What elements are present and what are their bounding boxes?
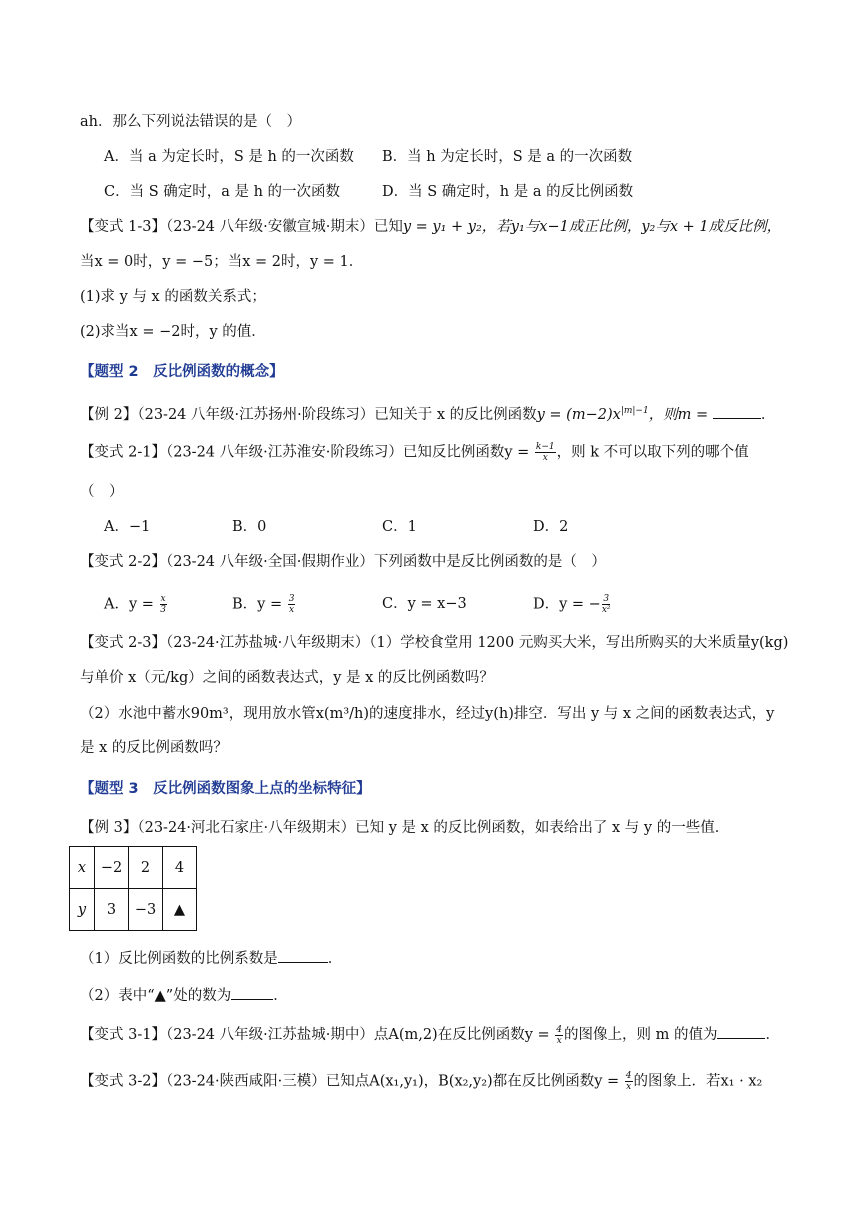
- problem-text: ah．那么下列说法错误的是（ ）: [80, 114, 301, 130]
- fraction: $\frac{x}{3}$: [160, 594, 166, 615]
- fraction: $\frac{3}{\text{x²}}$: [601, 594, 611, 615]
- option-d: D．y = − $\frac{3}{\text{x²}}$: [533, 594, 611, 615]
- variant-tag: 【变式 2-3】: [80, 635, 166, 651]
- question-1: (1)求 y 与 x 的函数关系式；: [80, 289, 266, 305]
- table-cell: −2: [95, 847, 129, 889]
- answer-blank[interactable]: [278, 948, 328, 963]
- variant-tag: 【变式 2-1】: [80, 444, 166, 461]
- example-tag: 【例 3】: [80, 820, 138, 836]
- section-heading-3: 【题型 3 反比例函数图象上点的坐标特征】: [80, 781, 371, 797]
- variant-tail: 的图像上，则 m 的值为: [564, 1027, 718, 1043]
- variant-3-2: [80, 1071, 762, 1092]
- answer-blank[interactable]: [713, 404, 761, 419]
- formula-tail: ，则m =: [648, 406, 713, 423]
- variant-2-3-line4: 是 x 的反比例函数吗？: [80, 740, 228, 756]
- variant-formula: y = y₁ + y₂，若y₁与x−1成正比例，y₂与x + 1成反比例，: [402, 219, 782, 235]
- section-heading-2: 【题型 2 反比例函数的概念】: [80, 364, 284, 380]
- variant-2-2: [80, 552, 606, 572]
- variant-tag: 【变式 3-2】: [80, 1073, 166, 1090]
- table-cell: 3: [95, 889, 129, 931]
- variant-1-3: [80, 217, 781, 237]
- example-tag: 【例 2】: [80, 406, 138, 423]
- option-d: D．当 S 确定时，h 是 a 的反比例函数: [382, 184, 634, 200]
- table-cell: ▲: [163, 889, 197, 931]
- example-text: （23-24·河北石家庄·八年级期末）已知 y 是 x 的反比例函数，如表给出了 x 与 y 的一些值．: [137, 820, 730, 836]
- example-2: [80, 401, 775, 425]
- example-3-q1: （1）反比例函数的比例系数是 ．: [80, 948, 342, 969]
- variant-tail: 的图象上．若x₁ · x₂: [633, 1073, 763, 1090]
- answer-blank[interactable]: [717, 1024, 765, 1039]
- variant-2-1: [80, 442, 749, 463]
- table-row: [70, 847, 197, 889]
- period: ．: [760, 406, 776, 423]
- exponent: |m|−1: [620, 406, 649, 416]
- variant-text: （23-24 八年级·江苏淮安·阶段练习）已知反比例函数y =: [165, 444, 534, 461]
- variant-text: （23-24·江苏盐城·八年级期末）（1）学校食堂用 1200 元购买大米，写出所购买的大米质量y(kg): [165, 635, 789, 651]
- table-cell: x: [70, 847, 95, 889]
- option-a: A．y = $\frac{x}{3}$: [104, 594, 166, 615]
- question-2: (2)求当x = −2时，y 的值．: [80, 324, 266, 340]
- option-b: B．当 h 为定长时，S 是 a 的一次函数: [382, 149, 633, 165]
- answer-blank[interactable]: [231, 985, 273, 1000]
- formula: y = (m−2)x: [536, 406, 621, 423]
- fraction: $\frac{k-1}{x}$: [535, 442, 555, 463]
- option-c: C．1: [382, 519, 417, 535]
- variant-tag: 【变式 1-3】: [80, 219, 166, 235]
- option-b: B．0: [232, 519, 267, 535]
- fraction: $\frac{4}{x}$: [625, 1071, 632, 1092]
- table-cell: 4: [163, 847, 197, 889]
- variant-tail: ，则 k 不可以取下列的哪个值: [556, 444, 749, 461]
- fraction: $\frac{4}{x}$: [556, 1024, 563, 1046]
- table-cell: y: [70, 889, 95, 931]
- table-cell: 2: [129, 847, 163, 889]
- fraction: $\frac{3}{x}$: [288, 594, 295, 615]
- option-a: A．当 a 为定长时，S 是 h 的一次函数: [104, 149, 354, 165]
- variant-text: （23-24 八年级·江苏盐城·期中）点A(m,2)在反比例函数y =: [165, 1027, 555, 1043]
- variant-2-3-line3: （2）水池中蓄水90m³，现用放水管x(m³/h)的速度排水，经过y(h)排空．写出 y 与 x 之间的函数表达式，y: [80, 706, 775, 722]
- variant-tag: 【变式 3-1】: [80, 1027, 166, 1043]
- variant-3-1: 【变式 3-1】（23-24 八年级·江苏盐城·期中）点A(m,2)在反比例函数y = $\frac{4}{x}$ 的图像上，则 m 的值为 ．: [80, 1024, 780, 1046]
- variant-2-3: [80, 633, 788, 653]
- variant-tag: 【变式 2-2】: [80, 554, 166, 570]
- example-text: （23-24 八年级·江苏扬州·阶段练习）已知关于 x 的反比例函数: [137, 406, 537, 423]
- answer-paren: （ ）: [80, 484, 124, 500]
- example-3: [80, 818, 729, 838]
- variant-text: （23-24·陕西咸阳·三模）已知点A(x₁,y₁)，B(x₂,y₂)都在反比例函数y =: [165, 1073, 624, 1090]
- variant-1-3-cont: 当x = 0时，y = −5；当x = 2时，y = 1．: [80, 254, 364, 270]
- example-3-q2: （2）表中“▲”处的数为 ．: [80, 985, 288, 1006]
- variant-2-3-line2: 与单价 x（元/kg）之间的函数表达式，y 是 x 的反比例函数吗？: [80, 670, 494, 686]
- option-c: C．当 S 确定时，a 是 h 的一次函数: [104, 184, 341, 200]
- variant-source: （23-24 八年级·安徽宣城·期末）已知: [165, 219, 403, 235]
- option-b: B．y = $\frac{3}{x}$: [232, 594, 295, 615]
- table-cell: −3: [129, 889, 163, 931]
- value-table: [69, 846, 197, 931]
- option-c: C．y = x−3: [382, 596, 467, 612]
- option-d: D．2: [533, 519, 569, 535]
- table-row: [70, 889, 197, 931]
- variant-text: （23-24 八年级·全国·假期作业）下列函数中是反比例函数的是（ ）: [165, 554, 606, 570]
- option-a: A．−1: [104, 519, 151, 535]
